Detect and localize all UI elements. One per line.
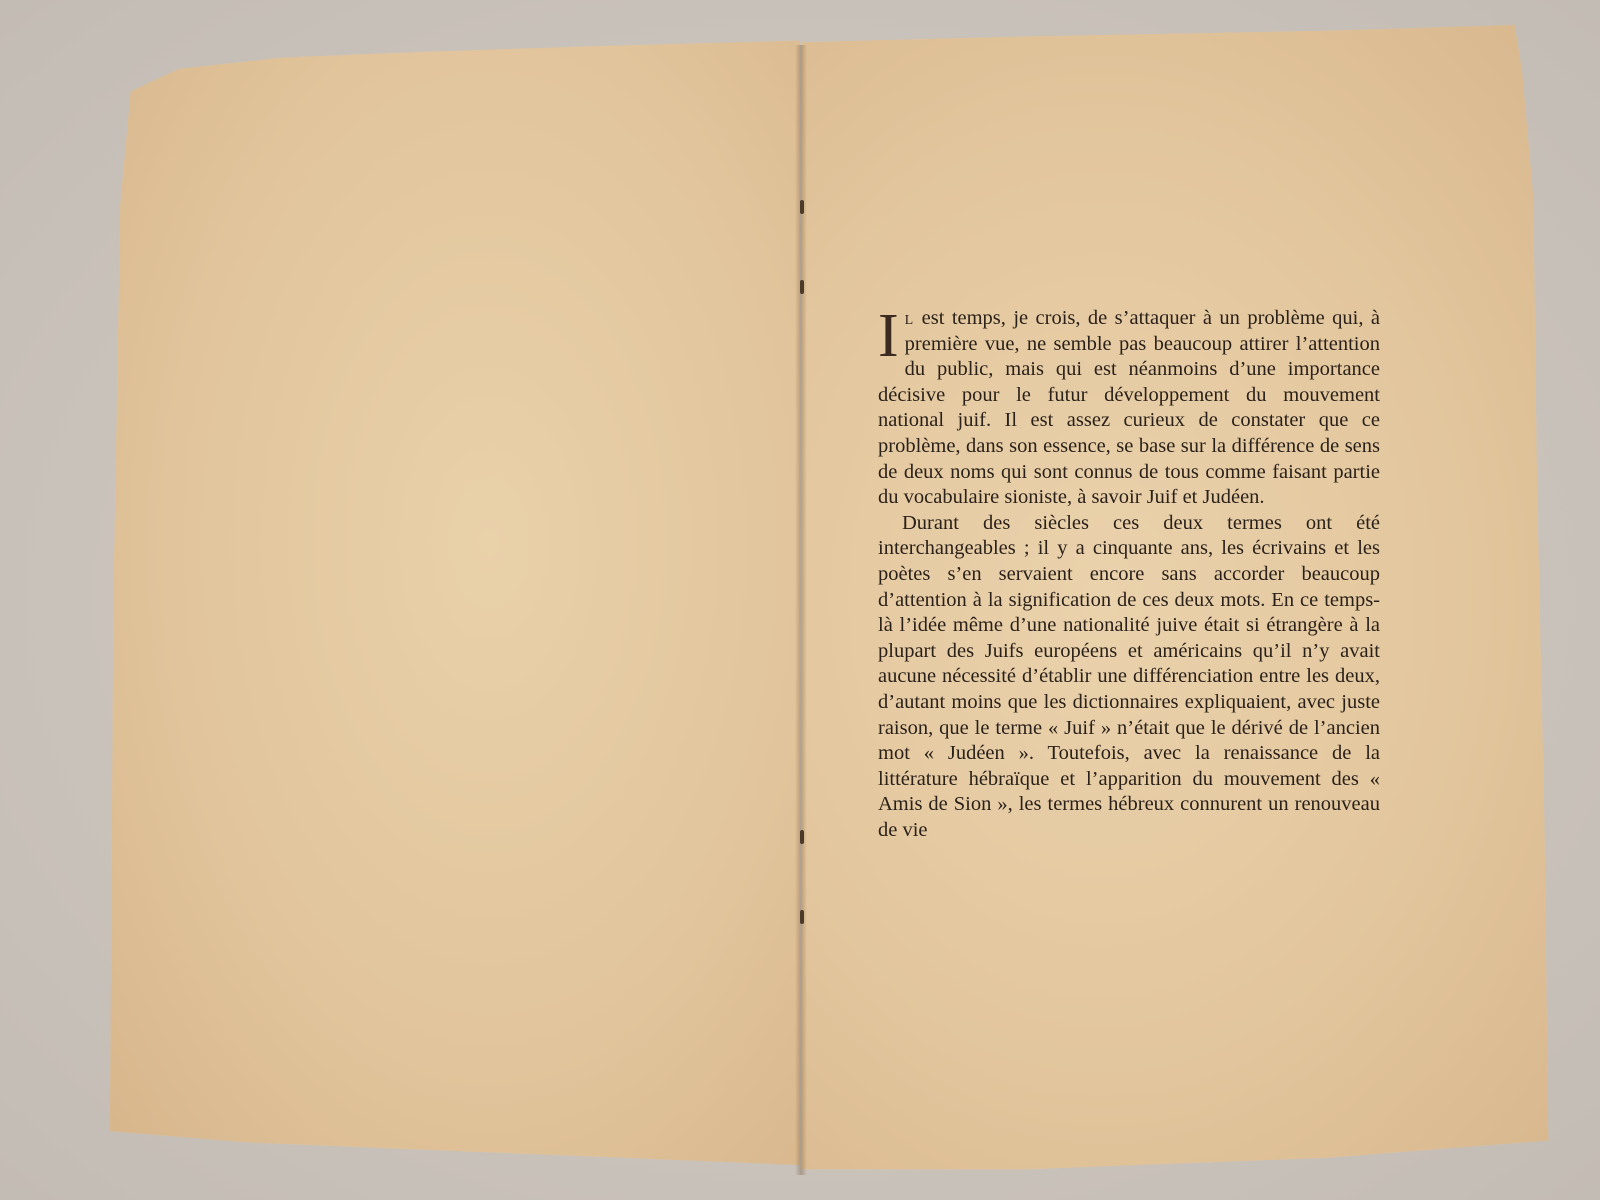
binding-stitch	[800, 830, 804, 844]
first-word-rest: l	[904, 307, 915, 329]
book-gutter	[795, 45, 807, 1175]
drop-cap: I	[878, 302, 899, 370]
left-page-blank	[110, 35, 800, 1165]
binding-stitch	[800, 280, 804, 294]
paragraph-1-text: est temps, je crois, de s’attaquer à un problème qui, à première vue, ne semble pas beaucoup attirer l’attention du public, mais qui est néanmoins d’une importance décisive pour le futur développement du mouvement national juif. Il est assez curieux de constater que ce problème, dans son essence, se base sur la différence de sens de deux noms qui sont connus de tous comme faisant partie du vocabulaire sioniste, à savoir Juif et Judéen.	[878, 307, 1380, 509]
binding-stitch	[800, 200, 804, 214]
body-text	[878, 302, 1380, 843]
binding-stitch	[800, 910, 804, 924]
paragraph-2: Durant des siècles ces deux termes ont été interchangeables ; il y a cinquante ans, les écrivains et les poètes s’en servaient encore sans accorder beaucoup d’attention à la signification de ces deux mots. En ce temps-là l’idée même d’une nationalité juive était si étrangère à la plupart des Juifs européens et américains qu’il n’y avait aucune nécessité d’établir une différenciation entre les deux, d’autant moins que les dictionnaires expliquaient, avec juste raison, que le terme « Juif » n’était que le dérivé de l’ancien mot « Judéen ». Toutefois, avec la renaissance de la littérature hébraïque et l’apparition du mouvement des « Amis de Sion », les termes hébreux connurent un renouveau de vie	[878, 511, 1380, 841]
paragraph-1	[878, 302, 1380, 511]
